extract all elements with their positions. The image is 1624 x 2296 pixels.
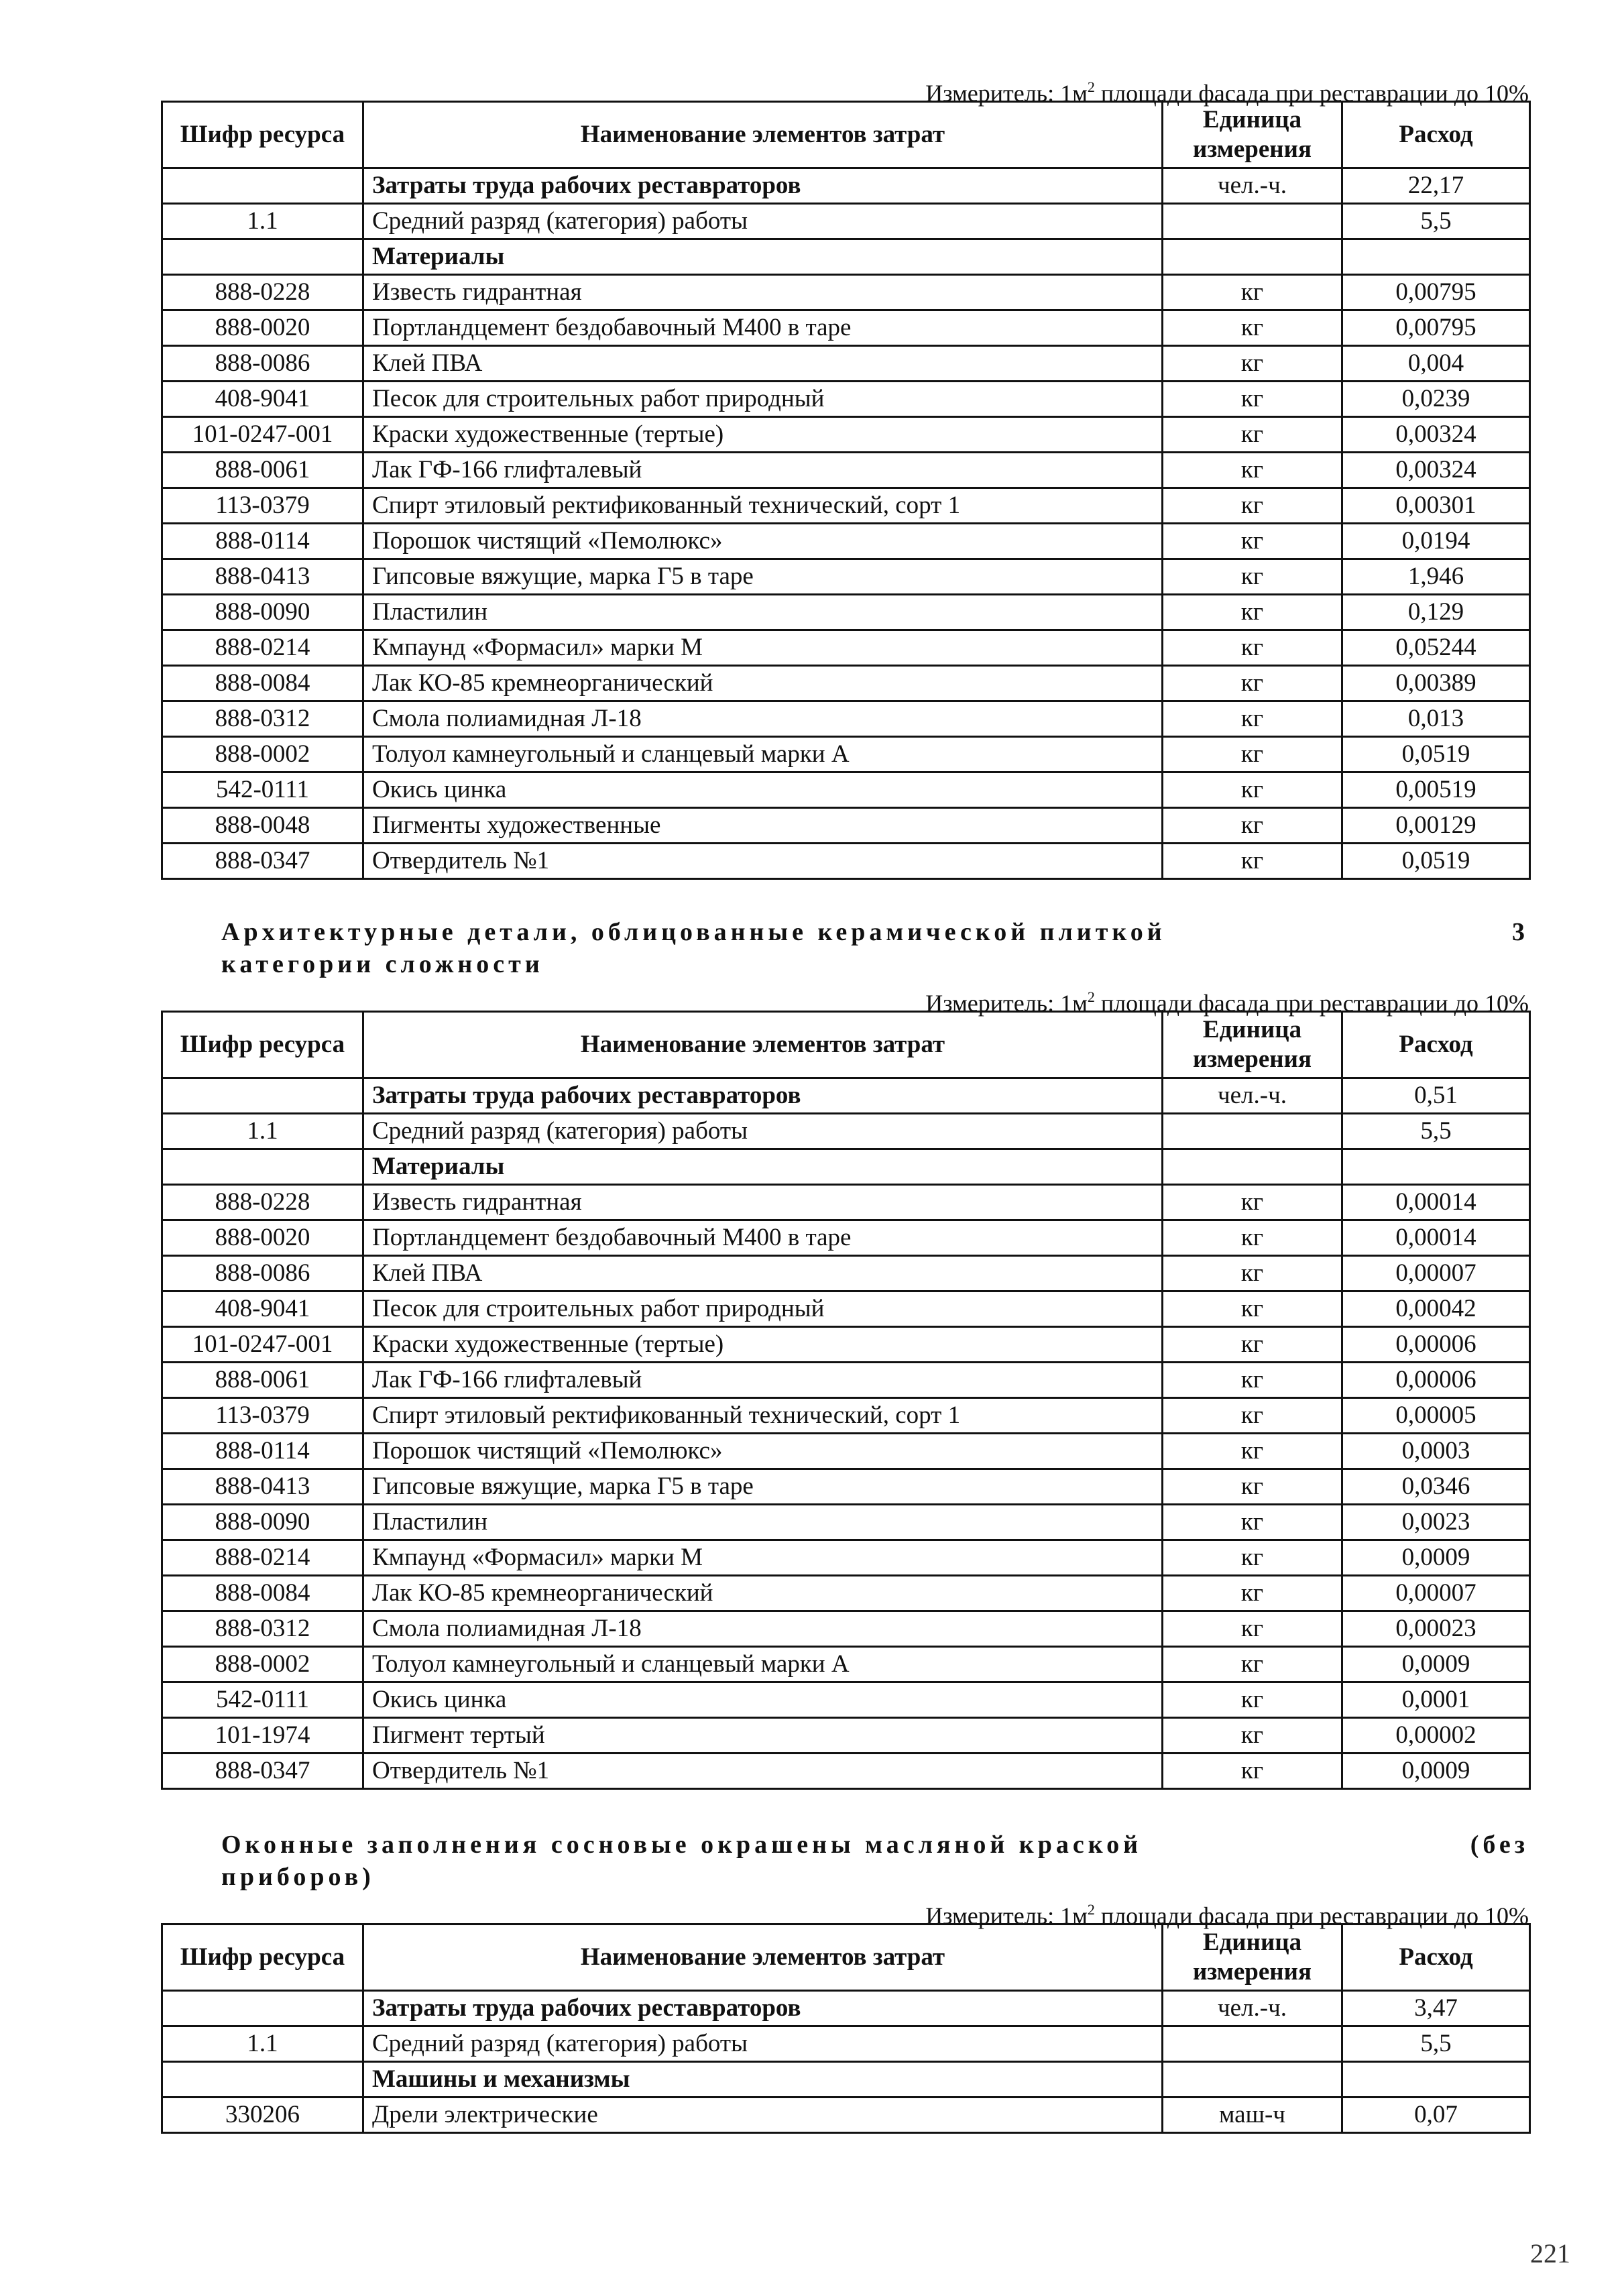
table-row bbox=[162, 275, 1530, 310]
table-row bbox=[162, 1434, 1530, 1469]
cell-amount: 0,00795 bbox=[1342, 310, 1530, 346]
cell-name: Машины и механизмы bbox=[363, 2062, 1163, 2098]
cell-code bbox=[162, 2062, 363, 2098]
cell-name: Затраты труда рабочих реставраторов bbox=[363, 168, 1163, 204]
cell-amount: 0,00042 bbox=[1342, 1292, 1530, 1327]
cell-name: Пигменты художественные bbox=[363, 808, 1163, 844]
cell-unit: кг bbox=[1163, 524, 1342, 559]
cell-amount: 1,946 bbox=[1342, 559, 1530, 595]
section-title-line2: категории сложности bbox=[221, 950, 544, 978]
table-row bbox=[162, 1149, 1530, 1185]
cell-unit bbox=[1163, 1114, 1342, 1149]
table-row bbox=[162, 417, 1530, 453]
cell-amount: 22,17 bbox=[1342, 168, 1530, 204]
cell-code: 888-0214 bbox=[162, 1540, 363, 1576]
cell-amount: 5,5 bbox=[1342, 1114, 1530, 1149]
cell-name: Средний разряд (категория) работы bbox=[363, 2026, 1163, 2062]
cell-unit: кг bbox=[1163, 1505, 1342, 1540]
cell-unit: кг bbox=[1163, 701, 1342, 737]
cell-amount: 0,05244 bbox=[1342, 630, 1530, 666]
table-row bbox=[162, 844, 1530, 879]
cell-unit: кг bbox=[1163, 772, 1342, 808]
cell-unit: чел.-ч. bbox=[1163, 1991, 1342, 2026]
cell-amount: 0,00014 bbox=[1342, 1220, 1530, 1256]
cell-code: 1.1 bbox=[162, 2026, 363, 2062]
cell-code: 1.1 bbox=[162, 1114, 363, 1149]
table-row bbox=[162, 1256, 1530, 1292]
cell-code: 888-0061 bbox=[162, 1363, 363, 1398]
cell-code: 1.1 bbox=[162, 204, 363, 239]
cell-code: 888-0114 bbox=[162, 524, 363, 559]
table-row bbox=[162, 1505, 1530, 1540]
cell-amount: 0,129 bbox=[1342, 595, 1530, 630]
cell-name: Затраты труда рабочих реставраторов bbox=[363, 1991, 1163, 2026]
cell-unit bbox=[1163, 239, 1342, 275]
cell-code: 408-9041 bbox=[162, 1292, 363, 1327]
table-row bbox=[162, 453, 1530, 488]
cell-code bbox=[162, 1149, 363, 1185]
cell-name: Известь гидрантная bbox=[363, 275, 1163, 310]
cell-amount: 5,5 bbox=[1342, 204, 1530, 239]
cell-code: 888-0090 bbox=[162, 595, 363, 630]
cell-unit: кг bbox=[1163, 559, 1342, 595]
cell-code: 888-0086 bbox=[162, 1256, 363, 1292]
table-row bbox=[162, 168, 1530, 204]
cell-name: Спирт этиловый ректификованный технический, сорт 1 bbox=[363, 488, 1163, 524]
table-row bbox=[162, 204, 1530, 239]
cell-amount: 0,0346 bbox=[1342, 1469, 1530, 1505]
cell-unit: кг bbox=[1163, 1682, 1342, 1718]
cell-unit: кг bbox=[1163, 1434, 1342, 1469]
section-title: Архитектурные детали, облицованные керамической плиткой 3 bbox=[221, 918, 1529, 946]
table-header-row bbox=[162, 102, 1530, 168]
cell-code: 888-0084 bbox=[162, 1576, 363, 1611]
cell-code: 888-0002 bbox=[162, 1647, 363, 1682]
cell-amount: 5,5 bbox=[1342, 2026, 1530, 2062]
cell-name: Смола полиамидная Л-18 bbox=[363, 1611, 1163, 1647]
cell-code: 888-0312 bbox=[162, 701, 363, 737]
header-code: Шифр ресурса bbox=[162, 1925, 363, 1991]
cell-amount: 0,00324 bbox=[1342, 417, 1530, 453]
cell-unit: кг bbox=[1163, 808, 1342, 844]
header-amount: Расход bbox=[1342, 1925, 1530, 1991]
table-row bbox=[162, 630, 1530, 666]
header-unit: Единица измерения bbox=[1163, 102, 1342, 168]
cell-name: Окись цинка bbox=[363, 772, 1163, 808]
resource-table bbox=[161, 1923, 1531, 2134]
cell-unit bbox=[1163, 204, 1342, 239]
cell-unit: чел.-ч. bbox=[1163, 1078, 1342, 1114]
cell-code: 101-0247-001 bbox=[162, 1327, 363, 1363]
cell-unit bbox=[1163, 2026, 1342, 2062]
cell-amount bbox=[1342, 2062, 1530, 2098]
cell-name: Клей ПВА bbox=[363, 346, 1163, 382]
cell-unit: кг bbox=[1163, 275, 1342, 310]
measure-line: Измеритель: $1м^2$ площади фасада при реставрации до 10% bbox=[925, 78, 1529, 107]
table-row bbox=[162, 1398, 1530, 1434]
cell-amount: 0,00795 bbox=[1342, 275, 1530, 310]
cell-unit: кг bbox=[1163, 1540, 1342, 1576]
table-row bbox=[162, 1078, 1530, 1114]
cell-code: 888-0228 bbox=[162, 1185, 363, 1220]
cell-name: Отвердитель №1 bbox=[363, 844, 1163, 879]
cell-unit bbox=[1163, 2062, 1342, 2098]
header-amount: Расход bbox=[1342, 1012, 1530, 1078]
resource-table bbox=[161, 101, 1531, 880]
cell-name: Материалы bbox=[363, 239, 1163, 275]
header-code: Шифр ресурса bbox=[162, 1012, 363, 1078]
header-unit: Единица измерения bbox=[1163, 1012, 1342, 1078]
cell-name: Известь гидрантная bbox=[363, 1185, 1163, 1220]
cell-amount bbox=[1342, 1149, 1530, 1185]
table-row bbox=[162, 488, 1530, 524]
cell-code: 330206 bbox=[162, 2098, 363, 2133]
table-row bbox=[162, 524, 1530, 559]
cell-unit: кг bbox=[1163, 1718, 1342, 1754]
cell-amount: 0,0239 bbox=[1342, 382, 1530, 417]
cell-code: 888-0020 bbox=[162, 1220, 363, 1256]
table-row bbox=[162, 772, 1530, 808]
cell-unit: кг bbox=[1163, 630, 1342, 666]
cell-name: Затраты труда рабочих реставраторов bbox=[363, 1078, 1163, 1114]
cell-name: Пигмент тертый bbox=[363, 1718, 1163, 1754]
cell-unit: кг bbox=[1163, 310, 1342, 346]
cell-code bbox=[162, 1078, 363, 1114]
table-row bbox=[162, 1292, 1530, 1327]
cell-amount: 0,00002 bbox=[1342, 1718, 1530, 1754]
cell-amount: 0,00023 bbox=[1342, 1611, 1530, 1647]
cell-name: Гипсовые вяжущие, марка Г5 в таре bbox=[363, 559, 1163, 595]
cell-name: Толуол камнеугольный и сланцевый марки А bbox=[363, 737, 1163, 772]
cell-name: Порошок чистящий «Пемолюкс» bbox=[363, 1434, 1163, 1469]
cell-name: Песок для строительных работ природный bbox=[363, 1292, 1163, 1327]
table-row bbox=[162, 737, 1530, 772]
cell-amount: 0,00006 bbox=[1342, 1327, 1530, 1363]
cell-name: Краски художественные (тертые) bbox=[363, 1327, 1163, 1363]
table-row bbox=[162, 1114, 1530, 1149]
cell-unit: кг bbox=[1163, 488, 1342, 524]
cell-name: Средний разряд (категория) работы bbox=[363, 1114, 1163, 1149]
table-row bbox=[162, 1363, 1530, 1398]
cell-code: 408-9041 bbox=[162, 382, 363, 417]
table-header-row bbox=[162, 1925, 1530, 1991]
cell-name: Гипсовые вяжущие, марка Г5 в таре bbox=[363, 1469, 1163, 1505]
cell-code bbox=[162, 1991, 363, 2026]
cell-name: Средний разряд (категория) работы bbox=[363, 204, 1163, 239]
cell-amount: 0,00129 bbox=[1342, 808, 1530, 844]
cell-name: Лак КО-85 кремнеорганический bbox=[363, 1576, 1163, 1611]
cell-code: 888-0214 bbox=[162, 630, 363, 666]
cell-amount: 0,004 bbox=[1342, 346, 1530, 382]
cell-code: 888-0312 bbox=[162, 1611, 363, 1647]
cell-name: Портландцемент бездобавочный М400 в таре bbox=[363, 310, 1163, 346]
cell-unit: кг bbox=[1163, 1469, 1342, 1505]
table-row bbox=[162, 1469, 1530, 1505]
cell-unit: кг bbox=[1163, 666, 1342, 701]
section-title-line2: приборов) bbox=[221, 1863, 375, 1891]
cell-amount: 3,47 bbox=[1342, 1991, 1530, 2026]
cell-name: Краски художественные (тертые) bbox=[363, 417, 1163, 453]
table-row bbox=[162, 2098, 1530, 2133]
cell-amount: 0,51 bbox=[1342, 1078, 1530, 1114]
cell-unit: кг bbox=[1163, 346, 1342, 382]
cell-unit: кг bbox=[1163, 1754, 1342, 1789]
cell-name: Клей ПВА bbox=[363, 1256, 1163, 1292]
table-row bbox=[162, 1682, 1530, 1718]
cell-code: 113-0379 bbox=[162, 1398, 363, 1434]
cell-unit: чел.-ч. bbox=[1163, 168, 1342, 204]
cell-unit: кг bbox=[1163, 1576, 1342, 1611]
cell-unit: кг bbox=[1163, 1185, 1342, 1220]
cell-code: 888-0061 bbox=[162, 453, 363, 488]
cell-amount: 0,00519 bbox=[1342, 772, 1530, 808]
cell-name: Кмпаунд «Формасил» марки М bbox=[363, 630, 1163, 666]
cell-amount: 0,0001 bbox=[1342, 1682, 1530, 1718]
cell-amount: 0,0023 bbox=[1342, 1505, 1530, 1540]
header-name: Наименование элементов затрат bbox=[363, 1925, 1163, 1991]
cell-unit: кг bbox=[1163, 1220, 1342, 1256]
table-row bbox=[162, 595, 1530, 630]
cell-amount: 0,0003 bbox=[1342, 1434, 1530, 1469]
measure-line: Измеритель: $1м^2$ площади фасада при реставрации до 10% bbox=[925, 988, 1529, 1017]
table-row bbox=[162, 808, 1530, 844]
cell-unit: кг bbox=[1163, 737, 1342, 772]
cell-amount: 0,00389 bbox=[1342, 666, 1530, 701]
cell-name: Спирт этиловый ректификованный технический, сорт 1 bbox=[363, 1398, 1163, 1434]
cell-name: Дрели электрические bbox=[363, 2098, 1163, 2133]
cell-name: Лак ГФ-166 глифталевый bbox=[363, 1363, 1163, 1398]
cell-amount: 0,00006 bbox=[1342, 1363, 1530, 1398]
header-amount: Расход bbox=[1342, 102, 1530, 168]
cell-unit: маш-ч bbox=[1163, 2098, 1342, 2133]
header-code: Шифр ресурса bbox=[162, 102, 363, 168]
cell-unit: кг bbox=[1163, 1292, 1342, 1327]
cell-code: 888-0048 bbox=[162, 808, 363, 844]
cell-amount: 0,013 bbox=[1342, 701, 1530, 737]
cell-name: Лак КО-85 кремнеорганический bbox=[363, 666, 1163, 701]
cell-unit: кг bbox=[1163, 1647, 1342, 1682]
cell-amount: 0,07 bbox=[1342, 2098, 1530, 2133]
measure-line: Измеритель: $1м^2$ площади фасада при реставрации до 10% bbox=[925, 1901, 1529, 1929]
cell-amount: 0,00301 bbox=[1342, 488, 1530, 524]
table-row bbox=[162, 2026, 1530, 2062]
cell-unit: кг bbox=[1163, 382, 1342, 417]
cell-code: 542-0111 bbox=[162, 1682, 363, 1718]
cell-code: 888-0002 bbox=[162, 737, 363, 772]
cell-amount: 0,0009 bbox=[1342, 1754, 1530, 1789]
cell-code: 542-0111 bbox=[162, 772, 363, 808]
cell-name: Окись цинка bbox=[363, 1682, 1163, 1718]
table-row bbox=[162, 1991, 1530, 2026]
cell-name: Смола полиамидная Л-18 bbox=[363, 701, 1163, 737]
table-row bbox=[162, 1220, 1530, 1256]
header-name: Наименование элементов затрат bbox=[363, 102, 1163, 168]
cell-unit: кг bbox=[1163, 1611, 1342, 1647]
cell-unit: кг bbox=[1163, 844, 1342, 879]
cell-name: Толуол камнеугольный и сланцевый марки А bbox=[363, 1647, 1163, 1682]
cell-code bbox=[162, 168, 363, 204]
cell-code: 888-0086 bbox=[162, 346, 363, 382]
table-row bbox=[162, 1327, 1530, 1363]
cell-amount: 0,00014 bbox=[1342, 1185, 1530, 1220]
table-row bbox=[162, 1611, 1530, 1647]
cell-name: Песок для строительных работ природный bbox=[363, 382, 1163, 417]
resource-table bbox=[161, 1011, 1531, 1790]
cell-code: 888-0413 bbox=[162, 559, 363, 595]
table-row bbox=[162, 1576, 1530, 1611]
cell-amount: 0,00324 bbox=[1342, 453, 1530, 488]
table-row bbox=[162, 559, 1530, 595]
table-row bbox=[162, 310, 1530, 346]
page-number: 221 bbox=[1530, 2238, 1570, 2269]
cell-name: Кмпаунд «Формасил» марки М bbox=[363, 1540, 1163, 1576]
cell-unit: кг bbox=[1163, 1398, 1342, 1434]
cell-code: 888-0084 bbox=[162, 666, 363, 701]
cell-amount: 0,0519 bbox=[1342, 844, 1530, 879]
header-unit: Единица измерения bbox=[1163, 1925, 1342, 1991]
cell-name: Материалы bbox=[363, 1149, 1163, 1185]
cell-unit: кг bbox=[1163, 453, 1342, 488]
cell-code: 101-1974 bbox=[162, 1718, 363, 1754]
cell-name: Пластилин bbox=[363, 595, 1163, 630]
cell-code: 888-0347 bbox=[162, 844, 363, 879]
table-header-row bbox=[162, 1012, 1530, 1078]
table-row bbox=[162, 382, 1530, 417]
cell-unit: кг bbox=[1163, 1256, 1342, 1292]
header-name: Наименование элементов затрат bbox=[363, 1012, 1163, 1078]
cell-code: 113-0379 bbox=[162, 488, 363, 524]
cell-code bbox=[162, 239, 363, 275]
table-row bbox=[162, 2062, 1530, 2098]
cell-code: 888-0020 bbox=[162, 310, 363, 346]
table-row bbox=[162, 1185, 1530, 1220]
table-row bbox=[162, 239, 1530, 275]
cell-code: 888-0347 bbox=[162, 1754, 363, 1789]
cell-name: Отвердитель №1 bbox=[363, 1754, 1163, 1789]
cell-name: Пластилин bbox=[363, 1505, 1163, 1540]
cell-unit: кг bbox=[1163, 417, 1342, 453]
cell-amount: 0,00007 bbox=[1342, 1576, 1530, 1611]
cell-unit: кг bbox=[1163, 595, 1342, 630]
table-row bbox=[162, 346, 1530, 382]
cell-unit bbox=[1163, 1149, 1342, 1185]
cell-amount: 0,0194 bbox=[1342, 524, 1530, 559]
cell-code: 888-0114 bbox=[162, 1434, 363, 1469]
table-row bbox=[162, 1754, 1530, 1789]
cell-amount: 0,0519 bbox=[1342, 737, 1530, 772]
cell-name: Лак ГФ-166 глифталевый bbox=[363, 453, 1163, 488]
cell-unit: кг bbox=[1163, 1363, 1342, 1398]
cell-unit: кг bbox=[1163, 1327, 1342, 1363]
cell-amount bbox=[1342, 239, 1530, 275]
table-row bbox=[162, 1718, 1530, 1754]
cell-name: Портландцемент бездобавочный М400 в таре bbox=[363, 1220, 1163, 1256]
cell-code: 888-0228 bbox=[162, 275, 363, 310]
cell-amount: 0,0009 bbox=[1342, 1540, 1530, 1576]
table-row bbox=[162, 1540, 1530, 1576]
cell-code: 888-0090 bbox=[162, 1505, 363, 1540]
table-row bbox=[162, 666, 1530, 701]
cell-code: 888-0413 bbox=[162, 1469, 363, 1505]
cell-code: 101-0247-001 bbox=[162, 417, 363, 453]
cell-amount: 0,00005 bbox=[1342, 1398, 1530, 1434]
table-row bbox=[162, 1647, 1530, 1682]
table-row bbox=[162, 701, 1530, 737]
cell-name: Порошок чистящий «Пемолюкс» bbox=[363, 524, 1163, 559]
cell-amount: 0,0009 bbox=[1342, 1647, 1530, 1682]
cell-amount: 0,00007 bbox=[1342, 1256, 1530, 1292]
section-title: Оконные заполнения сосновые окрашены масляной краской (без bbox=[221, 1831, 1529, 1859]
